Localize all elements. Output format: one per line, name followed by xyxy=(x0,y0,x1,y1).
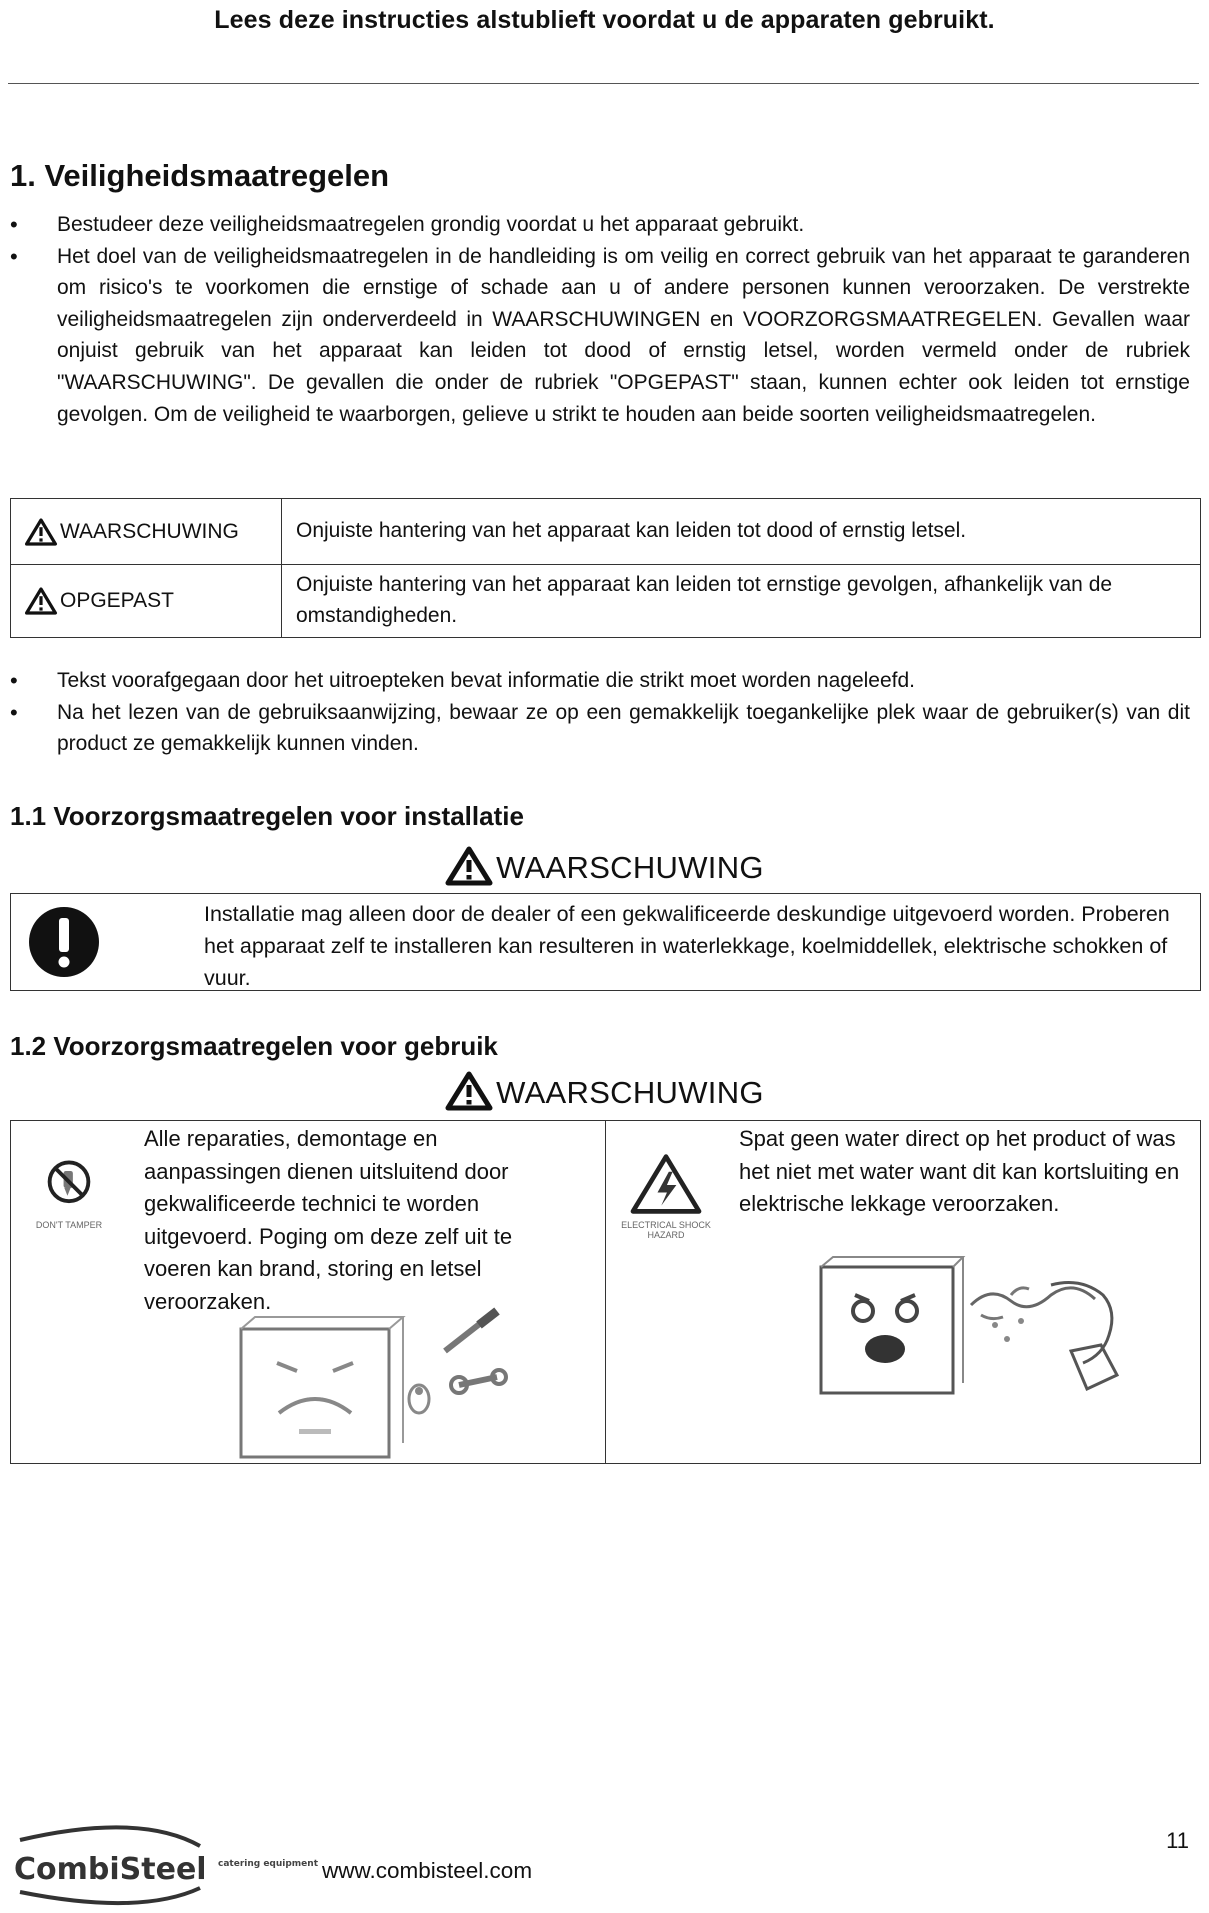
logo-subtext: catering equipment xyxy=(218,1859,318,1869)
no-tamper-icon xyxy=(29,1157,109,1219)
section-1-2-heading: 1.2 Voorzorgsmaatregelen voor gebruik xyxy=(10,1031,498,1061)
icon-caption: ELECTRICAL SHOCK HAZARD xyxy=(621,1220,711,1240)
section-1-bullets xyxy=(10,209,1190,430)
usage-warning-box xyxy=(10,1120,1201,1464)
install-warning-heading xyxy=(0,846,1209,886)
water-warning-text: Spat geen water direct op het product of was het niet met water want dit kan kortsluiting en elektrische lekkage veroorzaken. xyxy=(739,1126,1180,1216)
combisteel-logo xyxy=(6,1826,318,1911)
header-divider xyxy=(8,83,1199,84)
signal-label: WAARSCHUWING xyxy=(60,519,239,543)
signal-row-warning xyxy=(11,499,1201,565)
warning-triangle-icon xyxy=(445,846,493,886)
bullet-item: • Tekst voorafgegaan door het uitroepteken bevat informatie die strikt moet worden nageleefd. xyxy=(10,665,1190,697)
install-warning-box xyxy=(10,893,1201,991)
warning-label: WAARSCHUWING xyxy=(496,850,764,885)
install-warning-text: Installatie mag alleen door de dealer of een gekwalificeerde deskundige uitgevoerd worden. Proberen het apparaat zelf te installeren kan resulteren in waterlekkage, koelmiddellek, elektrische schokken of vuur. xyxy=(204,902,1170,990)
signal-label: OPGEPAST xyxy=(60,589,174,612)
page-number: 11 xyxy=(1166,1828,1189,1853)
angry-appliance-tools-illustration xyxy=(229,1311,529,1459)
usage-warning-heading xyxy=(0,1071,1209,1111)
warning-triangle-icon xyxy=(25,587,57,615)
section-1-heading: 1. Veiligheidsmaatregelen xyxy=(10,158,390,193)
signal-row-caution xyxy=(11,565,1201,638)
dont-tamper-sign xyxy=(29,1157,109,1230)
footer-url[interactable]: www.combisteel.com xyxy=(322,1858,533,1883)
warning-label: WAARSCHUWING xyxy=(496,1075,764,1110)
signal-description: Onjuiste hantering van het apparaat kan leiden tot ernstige gevolgen, afhankelijk van de omstandigheden. xyxy=(282,565,1201,638)
bullet-item: • Het doel van de veiligheidsmaatregelen in de handleiding is om veilig en correct gebruik van het apparaat te garanderen om risico's te voorkomen die ernstige of schade aan u of andere personen kunnen veroorzaken. De verstrekte veiligheidsmaatregelen zijn onderverdeeld in WAARSCHUWINGEN en VOORZORGSMAATREGELEN. Gevallen waar onjuist gebruik van het apparaat kan leiden tot dood of ernstig letsel, worden vermeld onder de rubriek "WAARSCHUWING". De gevallen die onder de rubriek "OPGEPAST" staan, kunnen echter ook leiden tot ernstige gevolgen. Om de veiligheid te waarborgen, gelieve u strikt te houden aan beide soorten veiligheidsmaatregelen. xyxy=(10,241,1190,431)
bullet-item: • Na het lezen van de gebruiksaanwijzing, bewaar ze op een gemakkelijk toegankelijke plek waar de gebruiker(s) van dit product ze gemakkelijk kunnen vinden. xyxy=(10,697,1190,760)
signal-description: Onjuiste hantering van het apparaat kan leiden tot dood of ernstig letsel. xyxy=(282,499,1201,565)
bullet-item: • Bestudeer deze veiligheidsmaatregelen grondig voordat u het apparaat gebruikt. xyxy=(10,209,1190,241)
appliance-water-splash-illustration xyxy=(811,1255,1141,1395)
page-header: Lees deze instructies alstublieft voordat u de apparaten gebruikt. xyxy=(214,6,995,34)
signal-word-table xyxy=(10,498,1201,638)
exclamation-circle-icon xyxy=(28,906,100,978)
section-1-bullets-after xyxy=(10,665,1190,760)
warning-triangle-icon xyxy=(25,518,57,546)
electrical-hazard-icon xyxy=(621,1151,711,1217)
logo-text: CombiSteel xyxy=(14,1852,207,1887)
section-1-1-heading: 1.1 Voorzorgsmaatregelen voor installatie xyxy=(10,801,524,831)
tamper-warning-text: Alle reparaties, demontage en aanpassingen dienen uitsluitend door gekwalificeerde technici te worden uitgevoerd. Poging om deze zelf uit te voeren kan brand, storing en letsel veroorzaken. xyxy=(144,1126,513,1314)
warning-triangle-icon xyxy=(445,1071,493,1111)
electrical-shock-sign xyxy=(621,1151,711,1240)
column-divider xyxy=(605,1121,606,1463)
icon-caption: DON'T TAMPER xyxy=(35,1220,103,1230)
